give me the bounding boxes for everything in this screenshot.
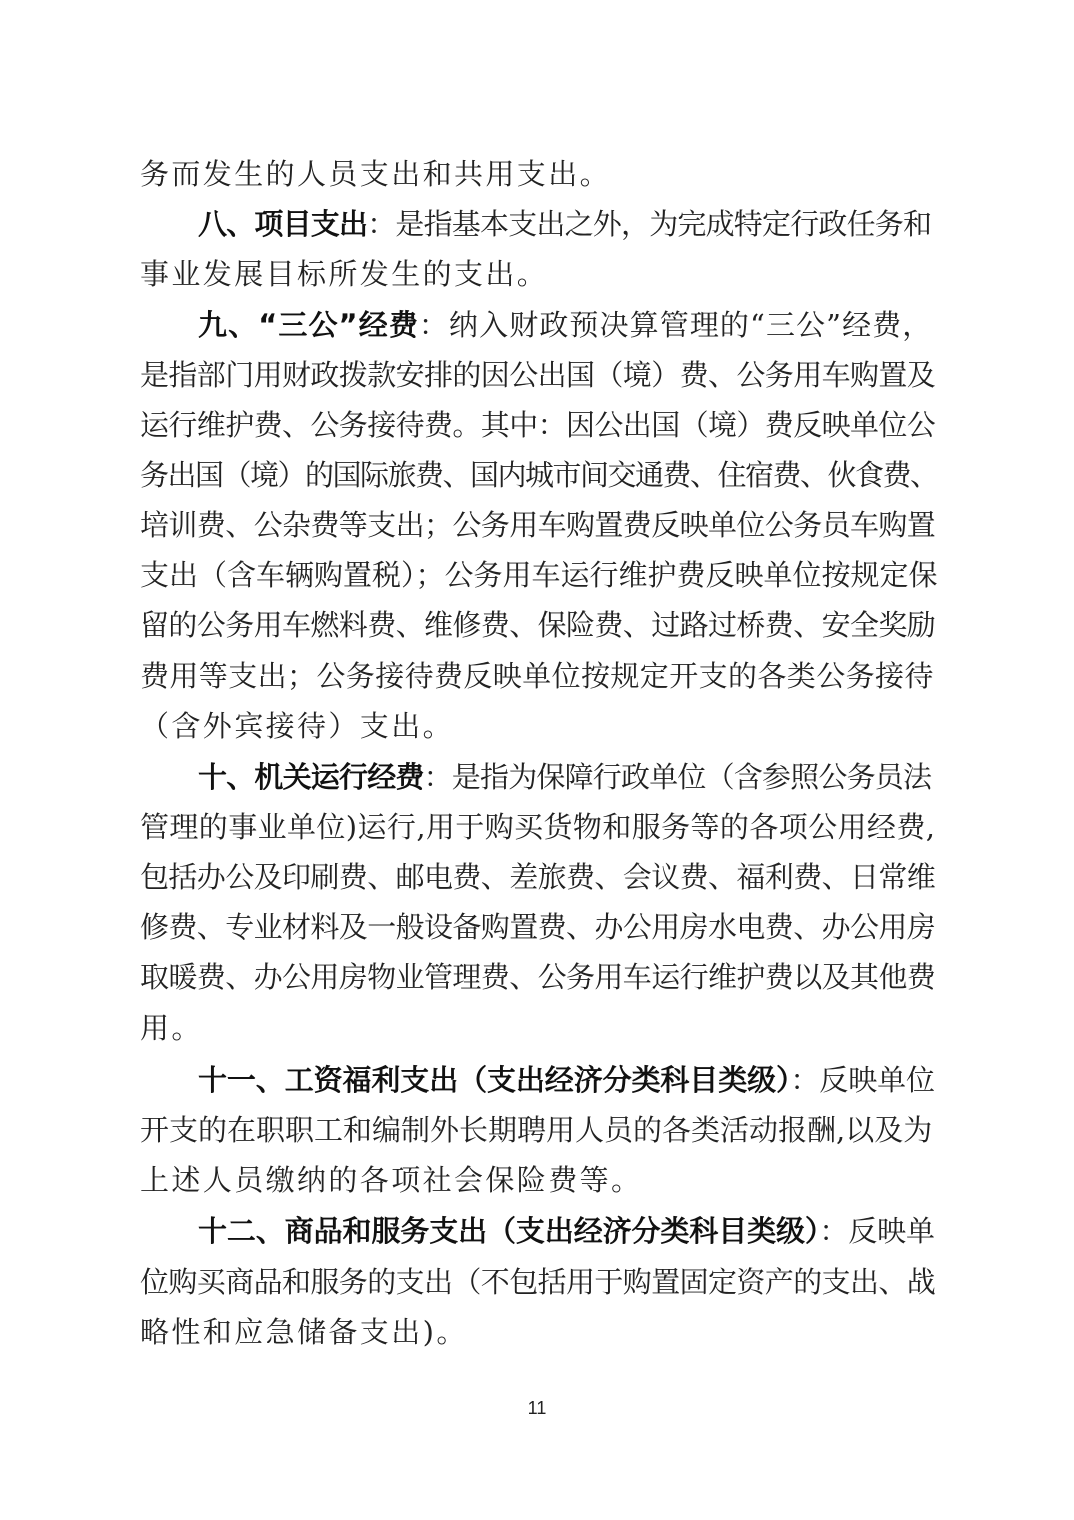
- body-line: 留的公务用车燃料费、维修费、保险费、过路过桥费、安全奖励: [140, 608, 936, 642]
- body-line: 位购买商品和服务的支出（不包括用于购置固定资产的支出、战: [140, 1265, 936, 1299]
- section-heading: 八、项目支出: [198, 207, 368, 241]
- body-line: 是指部门用财政拨款安排的因公出国（境）费、公务用车购置及: [140, 358, 936, 392]
- body-line: 务而发生的人员支出和共用支出。: [140, 157, 612, 191]
- section-eight-line: 八、项目支出：是指基本支出之外，为完成特定行政任务和: [198, 207, 932, 241]
- body-line: 修费、专业材料及一般设备购置费、办公用房水电费、办公用房: [140, 910, 936, 944]
- section-twelve-line: 十二、商品和服务支出（支出经济分类科目类级）：反映单: [198, 1214, 935, 1248]
- section-nine-line: 九、“三公”经费：纳入财政预决算管理的“三公”经费，: [198, 308, 933, 342]
- body-line: 培训费、公杂费等支出；公务用车购置费反映单位公务员车购置: [140, 508, 936, 542]
- section-ten-line: 十、机关运行经费：是指为保障行政单位（含参照公务员法: [198, 760, 932, 794]
- body-line: 包括办公及印刷费、邮电费、差旅费、会议费、福利费、日常维: [140, 860, 936, 894]
- page-number: 11: [527, 1398, 547, 1418]
- body-line: 管理的事业单位)运行,用于购买货物和服务等的各项公用经费,: [140, 810, 936, 844]
- body-line: 取暖费、办公用房物业管理费、公务用车运行维护费以及其他费: [140, 960, 936, 994]
- section-eleven-line: 十一、工资福利支出（支出经济分类科目类级）：反映单位: [198, 1063, 935, 1097]
- body-line: 略性和应急储备支出)。: [140, 1315, 468, 1349]
- section-heading: 十二、商品和服务支出（支出经济分类科目类级）: [198, 1214, 820, 1248]
- section-heading: 九、“三公”经费: [198, 308, 419, 342]
- body-line: 开支的在职职工和编制外长期聘用人员的各类活动报酬,以及为: [140, 1113, 933, 1147]
- body-line: 用。: [140, 1011, 203, 1045]
- body-line: 务出国（境）的国际旅费、国内城市间交通费、住宿费、伙食费、: [140, 458, 938, 492]
- body-line: 上述人员缴纳的各项社会保险费等。: [140, 1163, 643, 1197]
- body-line: 运行维护费、公务接待费。其中：因公出国（境）费反映单位公: [140, 408, 936, 442]
- body-line: （含外宾接待）支出。: [140, 709, 455, 743]
- section-heading: 十、机关运行经费: [198, 760, 424, 794]
- body-line: 支出（含车辆购置税）；公务用车运行维护费反映单位按规定保: [140, 558, 938, 592]
- section-heading: 十一、工资福利支出（支出经济分类科目类级）: [198, 1063, 791, 1097]
- body-line: 费用等支出；公务接待费反映单位按规定开支的各类公务接待: [140, 659, 934, 693]
- body-line: 事业发展目标所发生的支出。: [140, 257, 549, 291]
